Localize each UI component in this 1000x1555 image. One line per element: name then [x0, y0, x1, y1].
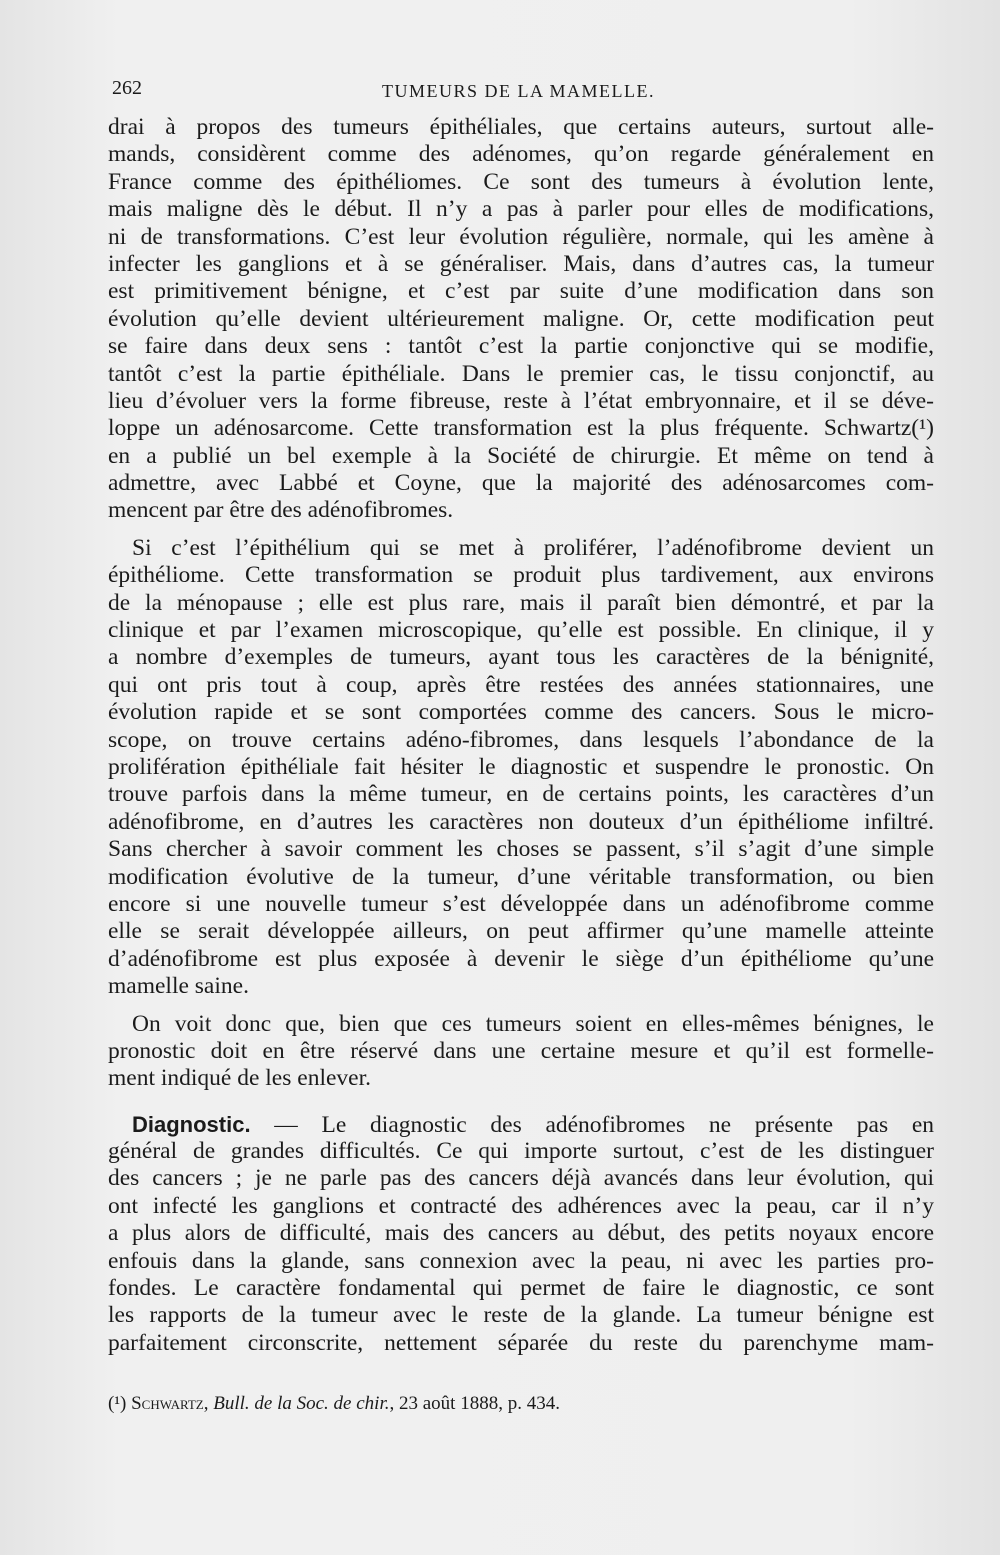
text-line: des cancers ; je ne parle pas des cancers déjà avancés dans leur évolution, qui: [108, 1165, 934, 1192]
text-line: a nombre d’exemples de tumeurs, ayant tous les caractères de la bénignité,: [108, 644, 934, 671]
text-line: mands, considèrent comme des adénomes, qu’on regarde généralement en: [108, 141, 934, 168]
text-line: parfaitement circonscrite, nettement séparée du reste du parenchyme mam-: [108, 1329, 934, 1356]
text-line: se faire dans deux sens : tantôt c’est la partie conjonctive qui se modifie,: [108, 333, 934, 360]
text-line: On voit donc que, bien que ces tumeurs soient en elles-mêmes bénignes, le: [132, 1010, 934, 1037]
footnote-separator: ,: [203, 1393, 214, 1414]
text-line: mamelle saine.: [108, 973, 249, 1000]
text-line: adénofibrome, en d’autres les caractères non douteux d’un épithéliome infiltré.: [108, 808, 934, 835]
text-line: évolution qu’elle devient ultérieurement maligne. Or, cette modification peut: [108, 305, 934, 332]
text-line: les rapports de la tumeur avec le reste de la glande. La tumeur bénigne est: [108, 1302, 934, 1329]
text-line: Sans chercher à savoir comment les choses se passent, s’il s’agit d’une simple: [108, 836, 934, 863]
footnote-journal: Bull. de la Soc. de chir.: [213, 1393, 390, 1414]
text-line: admettre, avec Labbé et Coyne, que la majorité des adénosarcomes com-: [108, 470, 934, 497]
paragraph-2: [108, 535, 934, 1001]
text-line: épithéliome. Cette transformation se produit plus tardivement, aux environs: [108, 562, 934, 589]
text-line: évolution rapide et se sont comportées comme des cancers. Sous le micro-: [108, 699, 934, 726]
section-first-line-text: — Le diagnostic des adénofibromes ne présente pas en: [250, 1111, 934, 1138]
text-line: ni de transformations. C’est leur évolution régulière, normale, qui les amène à: [108, 223, 934, 250]
footnote: [108, 1393, 560, 1415]
text-line: scope, on trouve certains adéno-fibromes, dans lesquels l’abondance de la: [108, 726, 934, 753]
text-line: encore si une nouvelle tumeur s’est développée dans un adénofibrome comme: [108, 890, 934, 917]
paragraph-3: [108, 1011, 934, 1093]
body-text: [108, 114, 934, 1357]
text-line: pronostic doit en être réservé dans une certaine mesure et qu’il est formelle-: [108, 1037, 934, 1064]
text-line: France comme des épithéliomes. Ce sont des tumeurs à évolution lente,: [108, 168, 934, 195]
text-line: fondes. Le caractère fondamental qui permet de faire le diagnostic, ce sont: [108, 1275, 934, 1302]
text-line: infecter les ganglions et à se généraliser. Mais, dans d’autres cas, la tumeur: [108, 250, 934, 277]
text-line: ont infecté les ganglions et contracté des adhérences avec la peau, car il n’y: [108, 1192, 934, 1219]
running-head: [112, 77, 932, 107]
text-line: qui ont pris tout à coup, après être restées des années stationnaires, une: [108, 671, 934, 698]
text-line: en a publié un bel exemple à la Société de chirurgie. Et même on tend à: [108, 442, 934, 469]
footnote-marker: (¹): [108, 1393, 132, 1414]
diagnostic-section: [108, 1111, 934, 1358]
text-line: tantôt c’est la partie épithéliale. Dans le premier cas, le tissu conjonctif, au: [108, 360, 934, 387]
text-line: général de grandes difficultés. Ce qui importe surtout, c’est de les distinguer: [108, 1138, 934, 1165]
text-line: trouve parfois dans la même tumeur, en de certains points, les caractères d’un: [108, 781, 934, 808]
text-line: enfouis dans la glande, sans connexion avec la peau, ni avec les parties pro-: [108, 1247, 934, 1274]
text-line: a plus alors de difficulté, mais des cancers au début, des petits noyaux encore: [108, 1220, 934, 1247]
text-line: drai à propos des tumeurs épithéliales, que certains auteurs, surtout alle-: [108, 114, 934, 140]
text-line: modification évolutive de la tumeur, d’une véritable transformation, ou bien: [108, 863, 934, 890]
text-line: prolifération épithéliale fait hésiter le diagnostic et suspendre le pronostic. On: [108, 753, 934, 780]
footnote-reference: , 23 août 1888, p. 434.: [389, 1393, 560, 1414]
text-line: de la ménopause ; elle est plus rare, mais il paraît bien démontré, et par la: [108, 589, 934, 616]
section-heading: Diagnostic.: [132, 1111, 251, 1137]
text-line: mencent par être des adénofibromes.: [108, 497, 454, 524]
page-number: 262: [112, 77, 142, 99]
text-line: Si c’est l’épithélium qui se met à proliférer, l’adénofibrome devient un: [132, 534, 934, 561]
text-line: lieu d’évoluer vers la forme fibreuse, reste à l’état embryonnaire, et il se déve-: [108, 387, 934, 414]
text-line: d’adénofibrome est plus exposée à devenir le siège d’un épithéliome qu’une: [108, 945, 934, 972]
text-line: elle se serait développée ailleurs, on peut affirmer qu’une mamelle atteinte: [108, 918, 934, 945]
text-line: mais maligne dès le début. Il n’y a pas à parler pour elles de modifications,: [108, 196, 934, 223]
section-first-line: [108, 1111, 934, 1138]
text-line: est primitivement bénigne, et c’est par suite d’une modification dans son: [108, 278, 934, 305]
running-title: TUMEURS DE LA MAMELLE.: [382, 81, 655, 101]
text-line: clinique et par l’examen microscopique, qu’elle est possible. En clinique, il y: [108, 617, 934, 644]
footnote-author: Schwartz: [131, 1393, 204, 1414]
text-line: loppe un adénosarcome. Cette transformation est la plus fréquente. Schwartz(¹): [108, 415, 934, 442]
text-line: ment indiqué de les enlever.: [108, 1065, 371, 1092]
paragraph-1: [108, 114, 934, 525]
